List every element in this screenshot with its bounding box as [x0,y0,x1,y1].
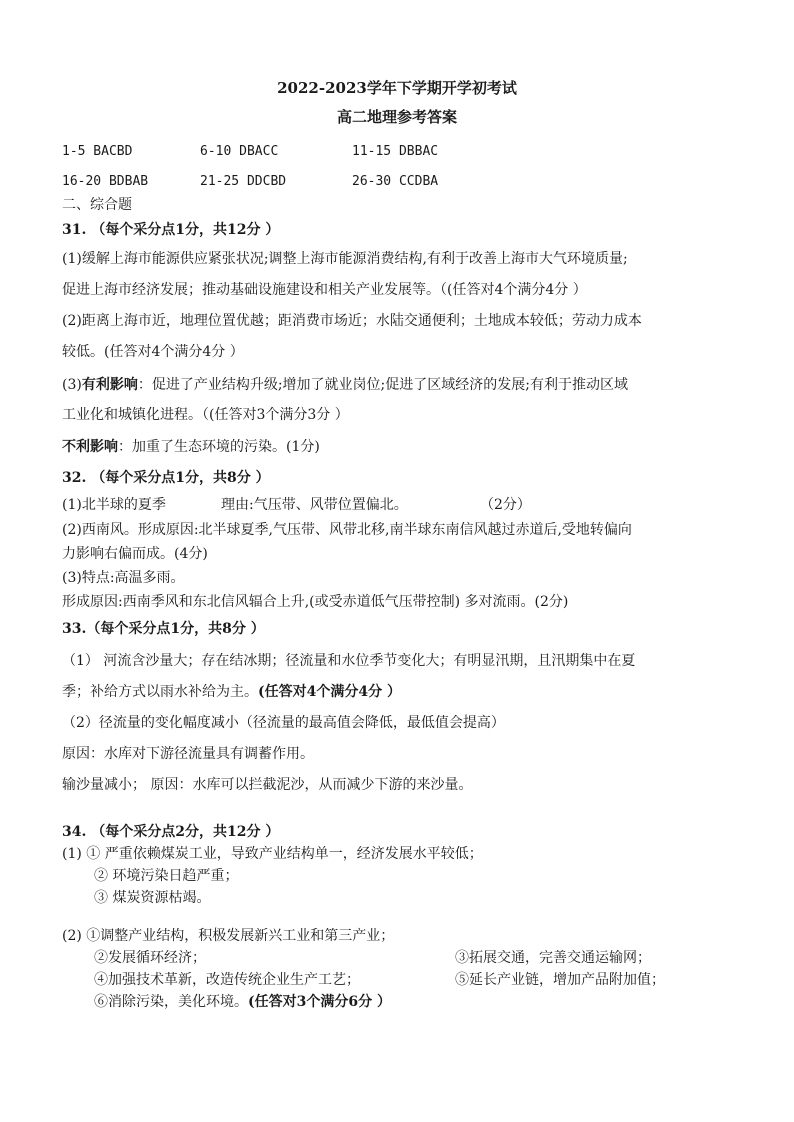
choice-cell: 1-5 BACBD [62,143,133,159]
q33-answer-line: 季；补给方式以雨水补给为主。(任答对4个满分4分 ） [62,684,401,700]
q33-answer-line: （1） 河流含沙量大；存在结冰期；径流量和水位季节变化大；有明显汛期，且汛期集中在夏 [62,653,636,669]
choice-row [62,166,662,196]
q33-heading: 33.（每个采分点1分，共8分 ） [62,621,265,637]
favorable-label: 有利影响 [81,377,138,393]
q34-heading: 34. （每个采分点2分，共12分 ） [62,824,280,840]
q31-answer-line: (2)距离上海市近，地理位置优越；距消费市场近；水陆交通便利；土地成本较低；劳动力成本 [62,313,642,329]
q32-answer-line: 形成原因:西南季风和东北信风辐合上升,(或受赤道低气压带控制) 多对流雨。(2分) [62,594,569,610]
q33-answer-line: 原因：水库对下游径流量具有调蓄作用。 [62,746,314,762]
choice-cell: 16-20 BDBAB [62,173,149,189]
section-title: 二、综合题 [62,197,132,213]
q34-answer-line: (1) ① 严重依赖煤炭工业，导致产业结构单一，经济发展水平较低； [62,846,483,862]
q32-answer-line: (1)北半球的夏季 理由:气压带、风带位置偏北。 （2分） [62,497,531,513]
unfavorable-label: 不利影响 [62,439,118,455]
choice-cell: 21-25 DDCBD [200,173,287,189]
choice-answer-grid [62,136,662,196]
choice-cell: 11-15 DBBAC [352,143,439,159]
q31-answer-line: (1)缓解上海市能源供应紧张状况;调整上海市能源消费结构,有利于改善上海市大气环境质量; [62,251,628,267]
q31-answer-line: 较低。(任答对4个满分4分 ） [62,344,244,360]
q34-answer-line: (2) ①调整产业结构，积极发展新兴工业和第三产业； [62,928,395,944]
q32-answer-line: (2)西南风。形成原因:北半球夏季,气压带、风带北移,南半球东南信风越过赤道后,受地转偏向 [62,522,632,538]
exam-subtitle: 高二地理参考答案 [336,108,457,126]
choice-cell: 6-10 DBACC [200,143,279,159]
q31-answer-line: 工业化和城镇化进程。（(任答对3个满分3分 ） [62,407,349,423]
q34-answer-line: ④加强技术革新，改造传统企业生产工艺； ⑤延长产业链，增加产品附加值； [94,972,665,988]
q32-answer-line: 力影响右偏而成。(4分) [62,546,208,562]
choice-row [62,136,662,166]
q34-answer-line: ③ 煤炭资源枯竭。 [94,890,211,906]
q33-answer-line: （2）径流量的变化幅度减小（径流量的最高值会降低，最低值会提高） [62,715,505,731]
q34-answer-line: ⑥消除污染，美化环境。(任答对3个满分6分 ） [94,994,391,1010]
q32-answer-line: (3)特点:高温多雨。 [62,570,185,586]
q34-answer-line: ②发展循环经济； ③拓展交通，完善交通运输网； [94,950,651,966]
q34-answer-line: ② 环境污染日趋严重； [94,868,239,884]
q31-answer-line: 促进上海市经济发展；推动基础设施建设和相关产业发展等。（(任答对4个满分4分 ） [62,282,587,298]
choice-cell: 26-30 CCDBA [352,173,439,189]
q31-heading: 31. （每个采分点1分，共12分 ） [62,222,280,238]
q31-answer-line: (3)有利影响：促进了产业结构升级;增加了就业岗位;促进了区域经济的发展;有利于推动区域 [62,377,628,393]
exam-title: 2022-2023学年下学期开学初考试 [277,79,517,97]
q31-answer-line: 不利影响：加重了生态环境的污染。(1分) [62,439,320,455]
q33-answer-line: 输沙量减小； 原因：水库可以拦截泥沙，从而减少下游的来沙量。 [62,777,473,793]
q32-heading: 32. （每个采分点1分，共8分 ） [62,470,270,486]
